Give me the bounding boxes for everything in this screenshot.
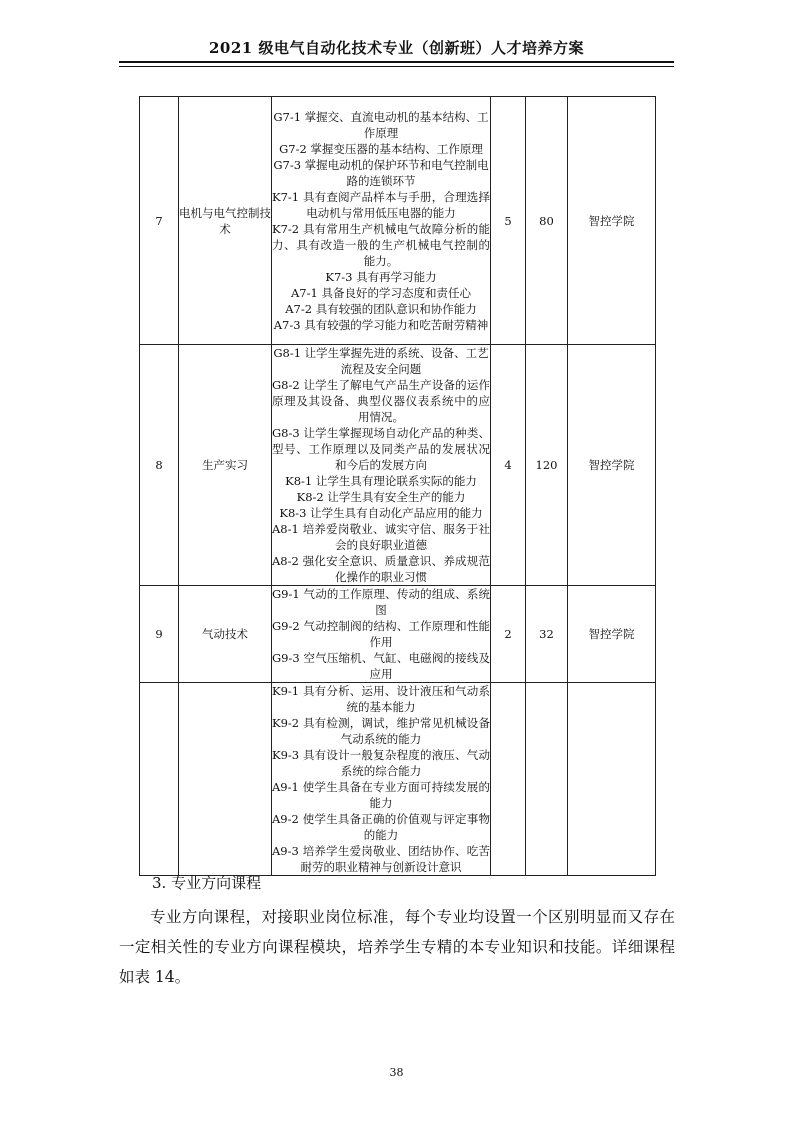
table-row xyxy=(140,683,656,876)
course-name: 气动技术 xyxy=(179,586,272,683)
course-hours: 32 xyxy=(526,586,568,683)
objective-item: G8-3 让学生掌握现场自动化产品的种类、型号、工作原理以及同类产品的发展状况和今后的发展方向 xyxy=(272,426,490,472)
course-credit: 2 xyxy=(491,586,526,683)
objective-item: A7-2 具有较强的团队意识和协作能力 xyxy=(285,301,477,316)
objective-item: G9-2 气动控制阀的结构、工作原理和性能作用 xyxy=(272,619,490,649)
objective-item: K8-1 让学生具有理论联系实际的能力 xyxy=(285,474,477,488)
objective-item: K8-3 让学生具有自动化产品应用的能力 xyxy=(279,506,483,520)
objective-item: G9-3 空气压缩机、气缸、电磁阀的接线及应用 xyxy=(272,651,490,681)
course-number xyxy=(140,683,179,876)
objective-item: G8-1 让学生掌握先进的系统、设备、工艺流程及安全问题 xyxy=(273,346,489,376)
course-school: 智控学院 xyxy=(568,586,656,683)
objective-item: K8-2 让学生具有安全生产的能力 xyxy=(296,490,466,504)
objective-item: G7-1 掌握交、直流电动机的基本结构、工作原理 xyxy=(273,109,489,140)
objective-item: K7-1 具有查阅产品样本与手册，合理选择电动机与常用低压电器的能力 xyxy=(272,189,490,220)
objective-item: G8-2 让学生了解电气产品生产设备的运作原理及其设备、典型仪器仪表系统中的应用情况。 xyxy=(272,378,490,424)
section-heading: 3. 专业方向课程 xyxy=(152,874,262,892)
objective-item: A8-2 强化安全意识、质量意识、养成规范化操作的职业习惯 xyxy=(272,554,490,584)
objective-item: A7-1 具备良好的学习态度和责任心 xyxy=(291,285,471,300)
course-objectives xyxy=(272,683,491,876)
course-credit: 4 xyxy=(491,345,526,586)
header-rule-thick xyxy=(119,61,674,63)
course-school xyxy=(568,683,656,876)
document-header-title: 2021 级电气自动化技术专业（创新班）人才培养方案 xyxy=(209,39,584,57)
objective-item: G9-1 气动的工作原理、传动的组成、系统图 xyxy=(272,587,490,617)
table-row xyxy=(140,345,656,586)
course-number: 9 xyxy=(140,586,179,683)
page-number: 38 xyxy=(389,1066,404,1079)
objective-item: K9-1 具有分析、运用、设计液压和气动系统的基本能力 xyxy=(272,684,490,714)
objective-item: A9-3 培养学生爱岗敬业、团结协作、吃苦耐劳的职业精神与创新设计意识 xyxy=(272,844,490,874)
objective-item: K7-3 具有再学习能力 xyxy=(325,269,437,284)
course-hours: 80 xyxy=(526,97,568,345)
course-objectives xyxy=(272,345,491,586)
objective-item: G7-2 掌握变压器的基本结构、工作原理 xyxy=(279,141,483,156)
course-number: 7 xyxy=(140,97,179,345)
course-name: 生产实习 xyxy=(179,345,272,586)
course-school: 智控学院 xyxy=(568,345,656,586)
objective-item: A9-2 使学生具备正确的价值观与评定事物的能力 xyxy=(272,812,490,842)
course-name xyxy=(179,683,272,876)
course-number: 8 xyxy=(140,345,179,586)
course-hours: 120 xyxy=(526,345,568,586)
course-table xyxy=(139,96,656,876)
objective-item: G7-3 掌握电动机的保护环节和电气控制电路的连锁环节 xyxy=(273,157,489,188)
course-objectives xyxy=(272,97,491,345)
course-credit: 5 xyxy=(491,97,526,345)
header-rule-thin xyxy=(119,66,674,67)
objective-item: A9-1 使学生具备在专业方面可持续发展的能力 xyxy=(272,780,490,810)
table-row xyxy=(140,97,656,345)
objective-item: K7-2 具有常用生产机械电气故障分析的能力、具有改造一般的生产机械电气控制的能力。 xyxy=(272,221,490,268)
table-row xyxy=(140,586,656,683)
course-hours xyxy=(526,683,568,876)
course-school: 智控学院 xyxy=(568,97,656,345)
course-objectives xyxy=(272,586,491,683)
objective-item: A8-1 培养爱岗敬业、诚实守信、服务于社会的良好职业道德 xyxy=(272,522,490,552)
objective-item: A7-3 具有较强的学习能力和吃苦耐劳精神 xyxy=(273,317,489,332)
objective-item: K9-3 具有设计一般复杂程度的液压、气动系统的综合能力 xyxy=(272,748,490,778)
course-credit xyxy=(491,683,526,876)
objective-item: K9-2 具有检测，调试，维护常见机械设备气动系统的能力 xyxy=(272,716,490,746)
section-paragraph: 专业方向课程，对接职业岗位标准，每个专业均设置一个区别明显而又存在一定相关性的专业方向课程模块，培养学生专精的本专业知识和技能。详细课程如表 14。 xyxy=(119,908,675,986)
course-name: 电机与电气控制技术 xyxy=(179,97,272,345)
